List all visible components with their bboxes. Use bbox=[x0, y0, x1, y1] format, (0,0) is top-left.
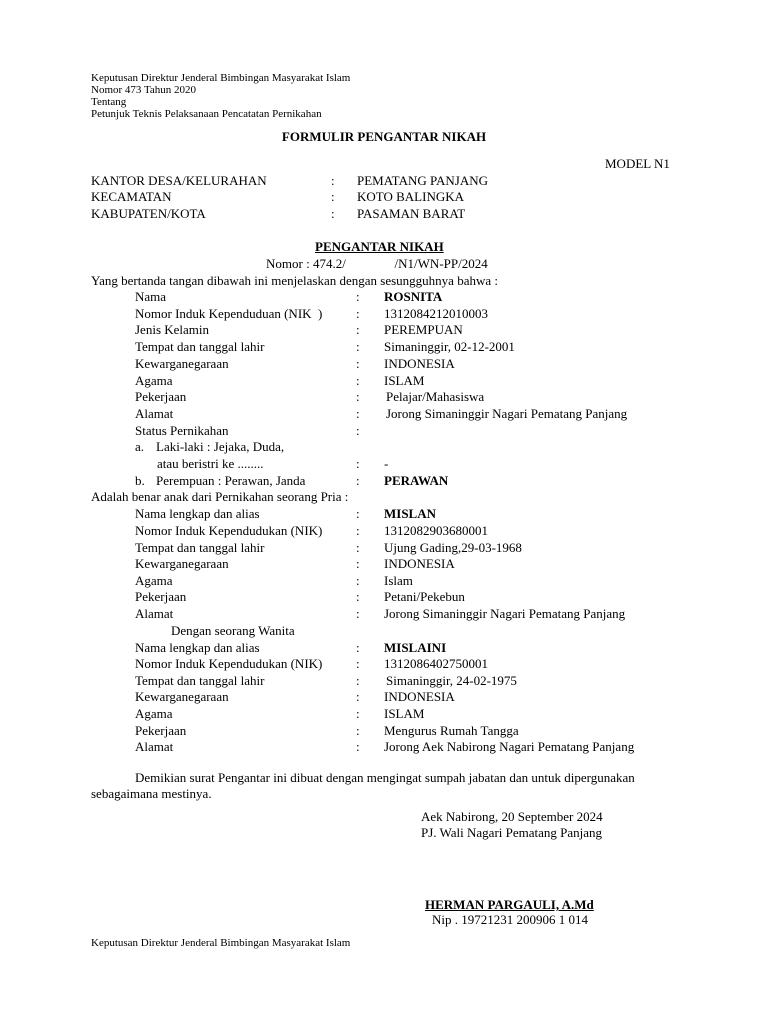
mother-label: Nama lengkap dan alias bbox=[135, 640, 260, 655]
mother-label: Tempat dan tanggal lahir bbox=[135, 673, 265, 688]
colon: : bbox=[356, 289, 360, 304]
colon: : bbox=[356, 656, 360, 671]
mother-label: Pekerjaan bbox=[135, 723, 187, 738]
office-value-kecamatan: KOTO BALINGKA bbox=[357, 189, 465, 204]
model-label: MODEL N1 bbox=[605, 156, 670, 171]
status-b-marker: b. bbox=[135, 473, 145, 488]
mother-intro: Dengan seorang Wanita bbox=[171, 623, 295, 638]
subject-citizenship: INDONESIA bbox=[384, 356, 455, 371]
father-birth: Ujung Gading,29-03-1968 bbox=[384, 540, 522, 555]
subject-label: Nomor Induk Kependuduan (NIK ) bbox=[135, 306, 323, 321]
father-label: Nama lengkap dan alias bbox=[135, 506, 260, 521]
subject-label: Kewarganegaraan bbox=[135, 356, 229, 371]
colon: : bbox=[356, 723, 360, 738]
status-a-label: Laki-laki : Jejaka, Duda, bbox=[156, 439, 285, 454]
subject-label: Status Pernikahan bbox=[135, 423, 229, 438]
father-label: Kewarganegaraan bbox=[135, 556, 229, 571]
status-a-value: - bbox=[384, 456, 389, 471]
letter-title: PENGANTAR NIKAH bbox=[315, 239, 444, 254]
colon: : bbox=[356, 389, 360, 404]
subject-label: Pekerjaan bbox=[135, 389, 187, 404]
colon: : bbox=[356, 306, 360, 321]
status-b-value: PERAWAN bbox=[384, 473, 449, 488]
mother-label: Kewarganegaraan bbox=[135, 689, 229, 704]
subject-label: Alamat bbox=[135, 406, 174, 421]
colon: : bbox=[356, 322, 360, 337]
mother-address: Jorong Aek Nabirong Nagari Pematang Panjang bbox=[384, 739, 635, 754]
colon: : bbox=[356, 673, 360, 688]
subject-name: ROSNITA bbox=[384, 289, 443, 304]
father-address: Jorong Simaninggir Nagari Pematang Panjang bbox=[384, 606, 626, 621]
father-occupation: Petani/Pekebun bbox=[384, 589, 465, 604]
colon: : bbox=[356, 573, 360, 588]
father-citizenship: INDONESIA bbox=[384, 556, 455, 571]
father-label: Pekerjaan bbox=[135, 589, 187, 604]
father-intro: Adalah benar anak dari Pernikahan seorang Pria : bbox=[91, 489, 349, 504]
subject-birth: Simaninggir, 02-12-2001 bbox=[384, 339, 515, 354]
father-label: Agama bbox=[135, 573, 173, 588]
father-label: Tempat dan tanggal lahir bbox=[135, 540, 265, 555]
mother-label: Nomor Induk Kependudukan (NIK) bbox=[135, 656, 323, 671]
form-title: FORMULIR PENGANTAR NIKAH bbox=[281, 129, 487, 144]
signer-name: HERMAN PARGAULI, A.Md bbox=[425, 897, 594, 912]
office-label-kecamatan: KECAMATAN bbox=[91, 189, 172, 204]
subject-address: Jorong Simaninggir Nagari Pematang Panjang bbox=[386, 406, 628, 421]
subject-label: Tempat dan tanggal lahir bbox=[135, 339, 265, 354]
mother-birth: Simaninggir, 24-02-1975 bbox=[386, 673, 517, 688]
intro-text: Yang bertanda tangan dibawah ini menjelaskan dengan sesungguhnya bahwa : bbox=[91, 273, 498, 288]
mother-label: Alamat bbox=[135, 739, 174, 754]
subject-religion: ISLAM bbox=[384, 373, 425, 388]
colon: : bbox=[356, 406, 360, 421]
father-nik: 1312082903680001 bbox=[384, 523, 488, 538]
mother-label: Agama bbox=[135, 706, 173, 721]
closing-line-1: Demikian surat Pengantar ini dibuat dengan mengingat sumpah jabatan dan untuk dipergunakan bbox=[135, 770, 635, 785]
header-line-2: Nomor 473 Tahun 2020 bbox=[91, 84, 197, 96]
subject-occupation: Pelajar/Mahasiswa bbox=[386, 389, 485, 404]
father-religion: Islam bbox=[384, 573, 413, 588]
father-name: MISLAN bbox=[384, 506, 437, 521]
subject-label: Agama bbox=[135, 373, 173, 388]
colon: : bbox=[356, 606, 360, 621]
office-value-kabupaten: PASAMAN BARAT bbox=[357, 206, 466, 221]
signer-nip: Nip . 19721231 200906 1 014 bbox=[432, 912, 588, 927]
colon: : bbox=[356, 706, 360, 721]
signer-title: PJ. Wali Nagari Pematang Panjang bbox=[421, 825, 603, 840]
header-line-1: Keputusan Direktur Jenderal Bimbingan Masyarakat Islam bbox=[91, 72, 351, 84]
colon: : bbox=[356, 540, 360, 555]
office-label-desa: KANTOR DESA/KELURAHAN bbox=[91, 173, 267, 188]
office-colon: : bbox=[331, 206, 335, 221]
subject-label: Nama bbox=[135, 289, 167, 304]
footer-text: Keputusan Direktur Jenderal Bimbingan Masyarakat Islam bbox=[91, 937, 351, 949]
header-line-4: Petunjuk Teknis Pelaksanaan Pencatatan Pernikahan bbox=[91, 108, 322, 120]
office-colon: : bbox=[331, 189, 335, 204]
subject-nik: 1312084212010003 bbox=[384, 306, 488, 321]
colon: : bbox=[356, 523, 360, 538]
colon: : bbox=[356, 423, 360, 438]
office-value-desa: PEMATANG PANJANG bbox=[357, 173, 489, 188]
mother-religion: ISLAM bbox=[384, 706, 425, 721]
father-label: Nomor Induk Kependudukan (NIK) bbox=[135, 523, 323, 538]
colon: : bbox=[356, 356, 360, 371]
colon: : bbox=[356, 456, 360, 471]
status-a-marker: a. bbox=[135, 439, 145, 454]
mother-occupation: Mengurus Rumah Tangga bbox=[384, 723, 519, 738]
mother-name: MISLAINI bbox=[384, 640, 447, 655]
colon: : bbox=[356, 589, 360, 604]
colon: : bbox=[356, 373, 360, 388]
subject-gender: PEREMPUAN bbox=[384, 322, 463, 337]
colon: : bbox=[356, 556, 360, 571]
closing-line-2: sebagaimana mestinya. bbox=[91, 786, 212, 801]
office-label-kabupaten: KABUPATEN/KOTA bbox=[91, 206, 206, 221]
colon: : bbox=[356, 506, 360, 521]
status-a-sub: atau beristri ke ........ bbox=[157, 456, 264, 471]
mother-nik: 1312086402750001 bbox=[384, 656, 488, 671]
colon: : bbox=[356, 739, 360, 754]
letter-number: Nomor : 474.2/ /N1/WN-PP/2024 bbox=[266, 256, 488, 271]
subject-label: Jenis Kelamin bbox=[135, 322, 210, 337]
colon: : bbox=[356, 339, 360, 354]
father-label: Alamat bbox=[135, 606, 174, 621]
colon: : bbox=[356, 473, 360, 488]
status-b-label: Perempuan : Perawan, Janda bbox=[156, 473, 306, 488]
colon: : bbox=[356, 689, 360, 704]
place-date: Aek Nabirong, 20 September 2024 bbox=[421, 809, 603, 824]
office-colon: : bbox=[331, 173, 335, 188]
mother-citizenship: INDONESIA bbox=[384, 689, 455, 704]
colon: : bbox=[356, 640, 360, 655]
header-line-3: Tentang bbox=[91, 96, 127, 108]
